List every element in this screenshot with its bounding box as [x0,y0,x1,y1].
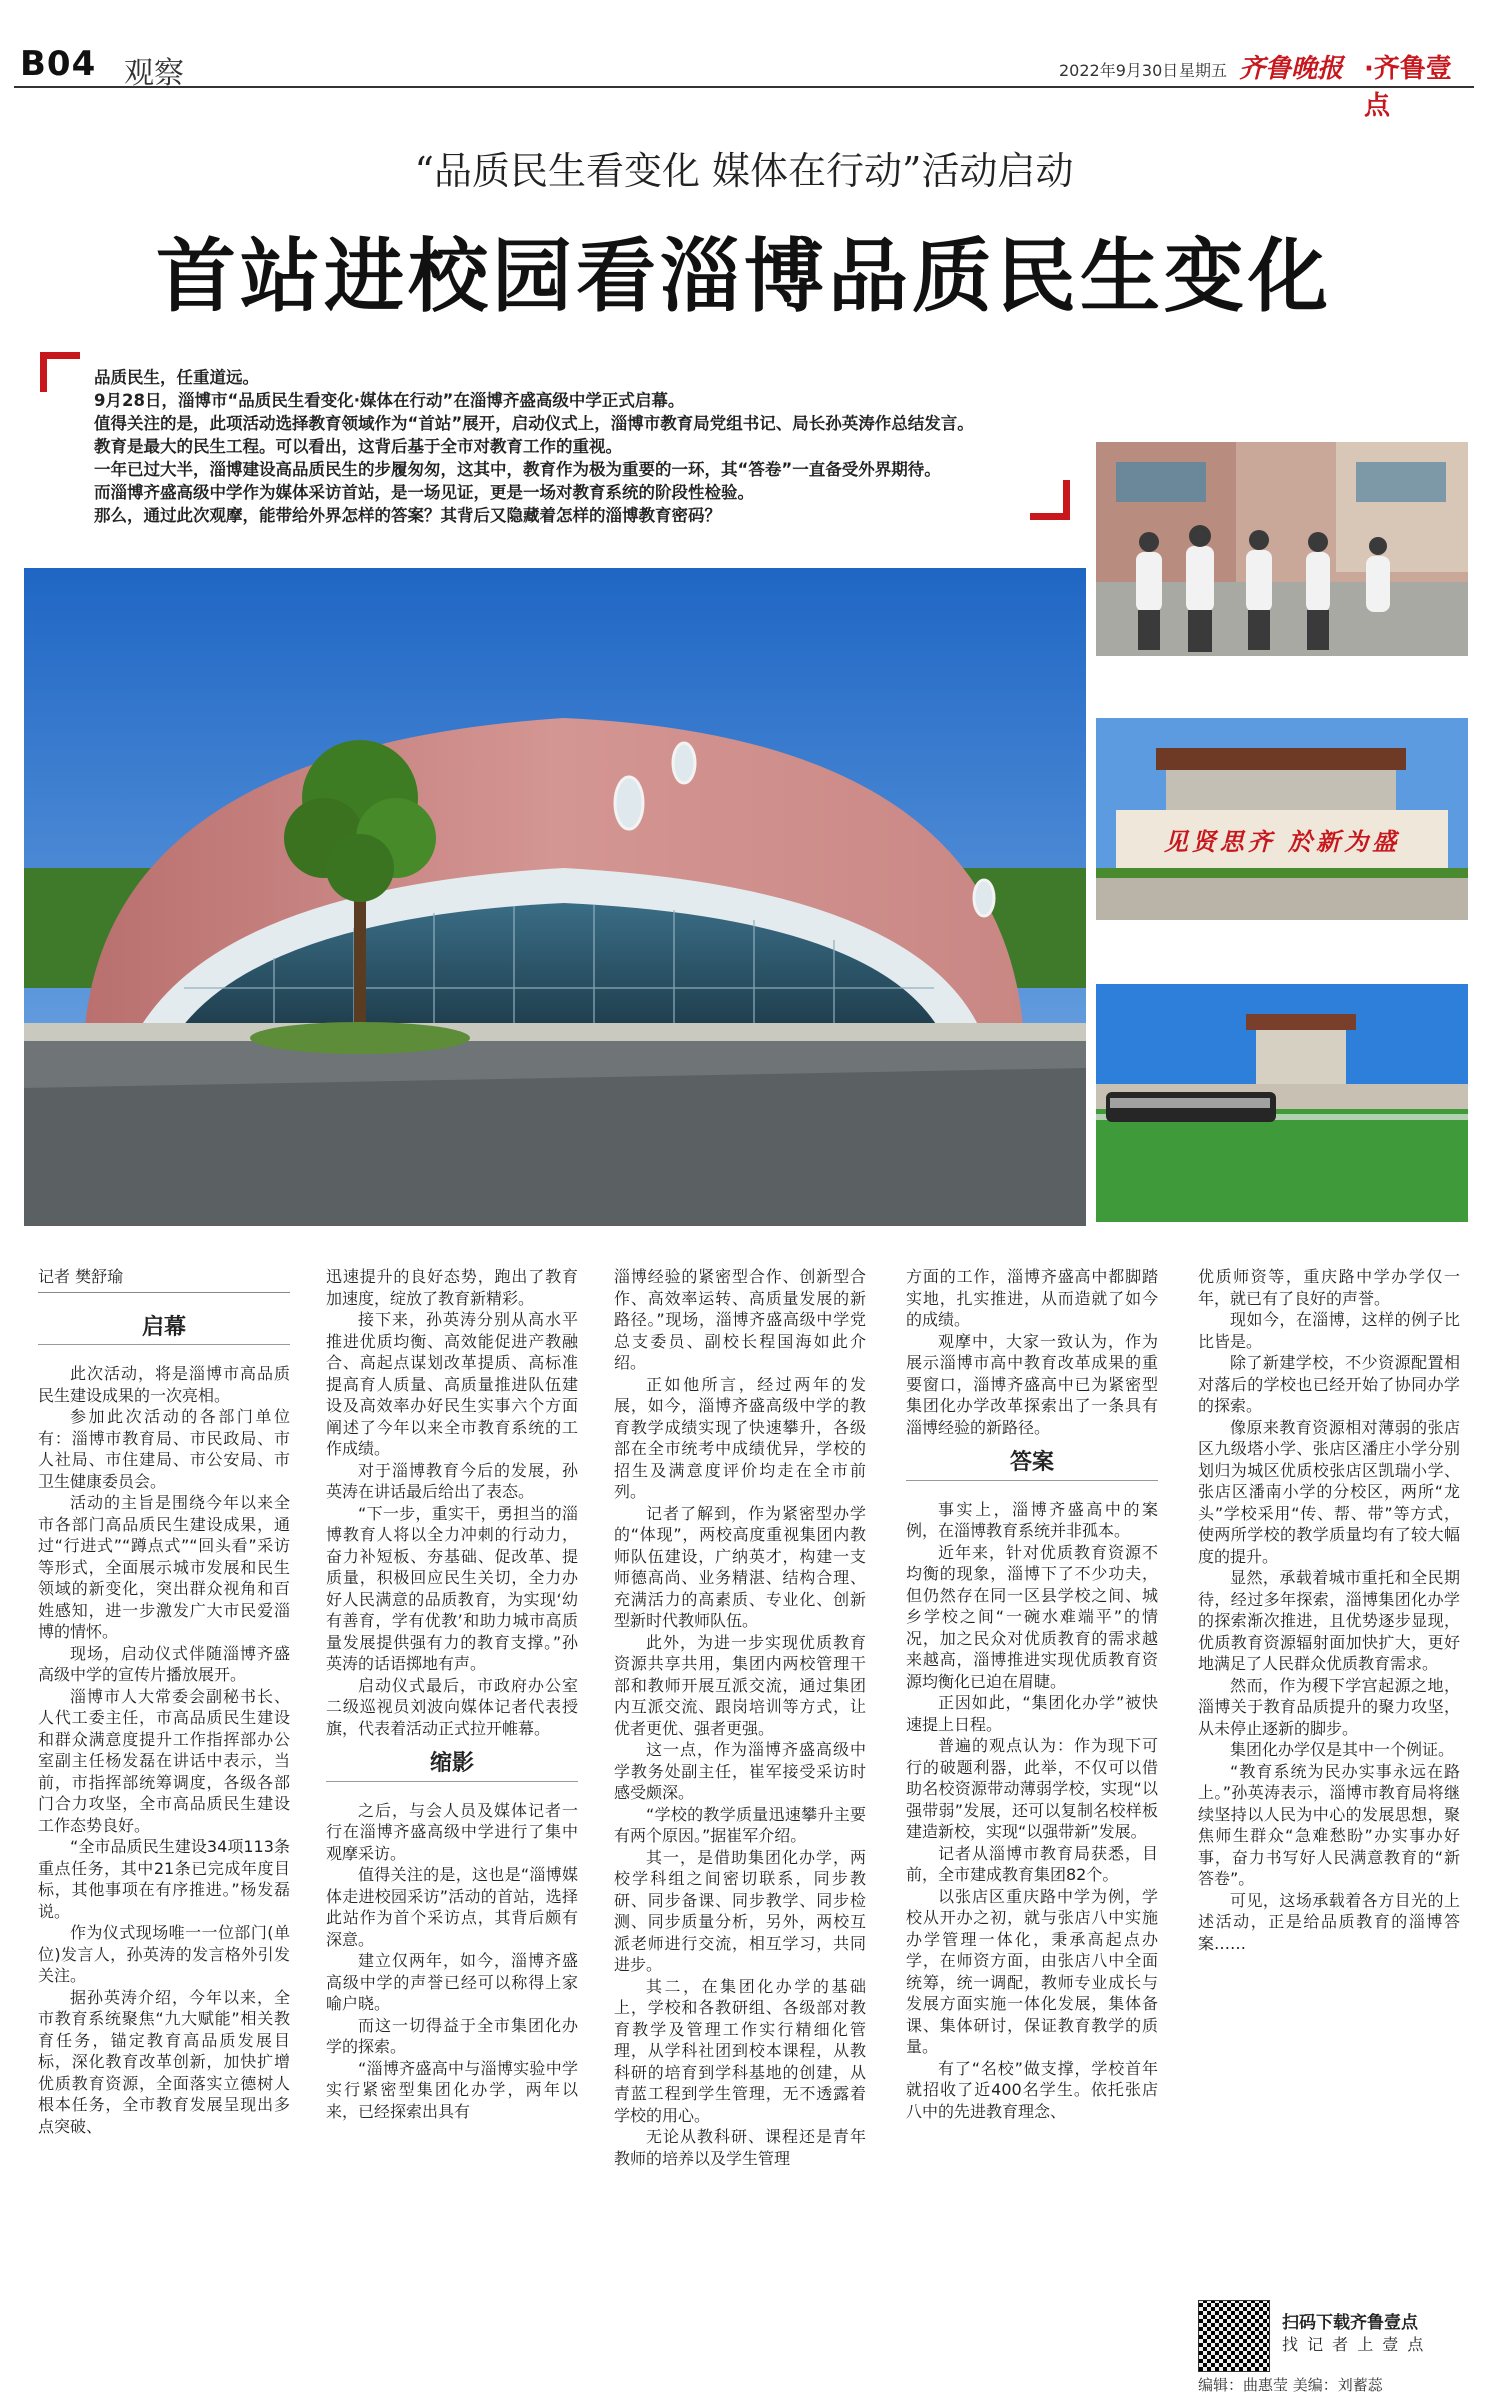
section-name: 观察 [124,56,184,91]
reporter-byline: 记者 樊舒瑜 [38,1266,290,1293]
intro-line: 而淄博齐盛高级中学作为媒体采访首站，是一场见证，更是一场对教育系统的阶段性检验。 [94,483,754,502]
paragraph: 之后，与会人员及媒体记者一行在淄博齐盛高级中学进行了集中观摩采访。 [326,1800,578,1863]
paragraph: 这一点，作为淄博齐盛高级中学教务处副主任，崔军接受采访时感受颇深。 [614,1740,866,1802]
page-number: B04 [20,44,97,84]
column-2 [326,1266,578,2122]
intro-line: 值得关注的是，此项活动选择教育领域作为“首站”展开，启动仪式上，淄博市教育局党组书记、局长孙英涛作总结发言。 [94,414,974,433]
section-heading-suoying: 缩影 [326,1753,578,1782]
paragraph: 据孙英涛介绍，今年以来，全市教育系统聚焦“九大赋能”相关教育任务，锚定教育高品质发展目标，深化教育改革创新，加快扩增优质教育资源，全面落实立德树人根本任务，全市教育发展呈现出多点突破、 [38,1987,290,2136]
paragraph: 正因如此，“集团化办学”被快速提上日程。 [906,1693,1158,1734]
side-photo-gate-banner [1096,718,1468,920]
intro-line: 那么，通过此次观摩，能带给外界怎样的答案？其背后又隐藏着怎样的淄博教育密码？ [94,506,721,525]
column-1 [38,1266,290,2137]
paragraph: 除了新建学校，不少资源配置相对落后的学校也已经开始了协同办学的探索。 [1198,1353,1460,1415]
paragraph: “全市品质民生建设34项113条重点任务，其中21条已完成年度目标，其他事项在有序推进。”杨发磊说。 [38,1837,290,1921]
column-3 [614,1266,866,2169]
editor-credit: 编辑：曲惠莹 美编：刘蓄蕊 [1198,2376,1383,2394]
paragraph: “下一步，重实干，勇担当的淄博教育人将以全力冲刺的行动力，奋力补短板、夯基础、促改革、提质量，积极回应民生关切，全力办好人民满意的品质教育，为实现‘幼有善育，学有优教’和助力城市高质量发展提供强有力的教育支撑。”孙英涛的话语掷地有声。 [326,1503,578,1673]
paragraph: 作为仪式现场唯一一位部门(单位)发言人，孙英涛的发言格外引发关注。 [38,1923,290,1985]
masthead [14,40,1474,121]
article-subtitle: “品质民生看变化 媒体在行动”活动启动 [414,149,1074,193]
paragraph: 记者了解到，作为紧密型办学的“体现”，两校高度重视集团内教师队伍建设，广纳英才，构建一支师德高尚、业务精湛、结构合理、充满活力的高素质、专业化、创新型新时代教师队伍。 [614,1503,866,1630]
paragraph: 启动仪式最后，市政府办公室二级巡视员刘波向媒体记者代表授旗，代表着活动正式拉开帷幕。 [326,1675,578,1738]
newspaper-logo: 齐鲁晚报 [1239,54,1344,84]
paragraph: “学校的教学质量迅速攀升主要有两个原因。”据崔军介绍。 [614,1804,866,1845]
qr-download-block [1198,2300,1460,2372]
intro-line: 9月28日，淄博市“品质民生看变化·媒体在行动”在淄博齐盛高级中学正式启幕。 [94,391,685,410]
paragraph: 值得关注的是，这也是“淄博媒体走进校园采访”活动的首站，选择此站作为首个采访点，其背后颇有深意。 [326,1865,578,1949]
intro-bracket-top-left [40,352,80,392]
section-heading-daan: 答案 [906,1452,1158,1481]
paragraph: 以张店区重庆路中学为例，学校从开办之初，就与张店八中实施办学管理一体化，秉承高起点办学，在师资方面，由张店八中全面统筹，统一调配，教师专业成长与发展方面实施一体化发展，集体备课、集体研讨，保证教育教学的质量。 [906,1886,1158,2056]
issue-date: 2022年9月30日 [1059,61,1179,80]
section-heading-qimu: 启幕 [38,1317,290,1346]
paragraph: 淄博市人大常委会副秘书长、人代工委主任，市高品质民生建设和群众满意度提升工作指挥部办公室副主任杨发磊在讲话中表示，当前，市指挥部统筹调度，各级各部门合力攻坚，全市高品质民生建设工作态势良好。 [38,1686,290,1835]
paragraph: 集团化办学仅是其中一个例证。 [1230,1740,1455,1759]
article-title: 首站进校园看淄博品质民生变化 [156,229,1332,323]
paragraph: 淄博经验的紧密型合作、创新型合作、高效率运转、高质量发展的新路径。”现场，淄博齐盛高级中学党总支委员、副校长程国海如此介绍。 [614,1267,866,1372]
paragraph: 普遍的观点认为：作为现下可行的破题利器，此举，不仅可以借助名校资源带动薄弱学校，实现“以强带弱”发展，还可以复制名校样板建造新校，实现“以强带新”发展。 [906,1736,1158,1841]
intro-line: 教育是最大的民生工程。可以看出，这背后基于全市对教育工作的重视。 [94,437,622,456]
paragraph: 参加此次活动的各部门单位有：淄博市教育局、市民政局、市人社局、市住建局、市公安局、市卫生健康委员会。 [38,1407,290,1491]
paragraph: 而这一切得益于全市集团化办学的探索。 [326,2015,578,2056]
paragraph: 正如他所言，经过两年的发展，如今，淄博齐盛高级中学的教育教学成绩实现了快速攀升，各级部在全市统考中成绩优异，学校的招生及满意度评价均走在全市前列。 [614,1374,866,1501]
intro-line: 品质民生，任重道远。 [94,368,259,387]
paragraph: 现如今，在淄博，这样的例子比比皆是。 [1198,1310,1460,1351]
column-4 [906,1266,1158,2122]
paragraph: 像原来教育资源相对薄弱的张店区九级塔小学、张店区潘庄小学分别划归为城区优质校张店区凯瑞小学、张店区潘南小学的分校区，两所“龙头”学校采用“传、帮、带”等方式，使两所学校的教学质量均有了较大幅度的提升。 [1198,1417,1460,1566]
paragraph: 此外，为进一步实现优质教育资源共享共用，集团内两校管理干部和教师开展互派交流，通过集团内互派交流、跟岗培训等方式，让优者更优、强者更强。 [614,1632,866,1738]
paragraph: 无论从教科研、课程还是青年教师的培养以及学生管理 [614,2127,866,2168]
paragraph: 有了“名校”做支撑，学校首年就招收了近400名学生。依托张店八中的先进教育理念、 [906,2058,1158,2121]
paragraph: 记者从淄博市教育局获悉，目前，全市建成教育集团82个。 [906,1843,1158,1884]
paragraph: “教育系统为民办实事永远在路上。”孙英涛表示，淄博市教育局将继续坚持以人民为中心的发展思想，聚焦师生群众“急难愁盼”办实事办好事，奋力书写好人民满意教育的“新答卷”。 [1198,1761,1460,1888]
paragraph: 观摩中，大家一致认为，作为展示淄博市高中教育改革成果的重要窗口，淄博齐盛高中已为紧密型集团化办学改革探索出了一条具有淄博经验的新路径。 [906,1331,1158,1437]
qr-code-icon[interactable] [1198,2300,1270,2372]
paragraph: “淄博齐盛高中与淄博实验中学实行紧密型集团化办学，两年以来，已经探索出具有 [326,2058,578,2121]
paragraph: 接下来，孙英涛分别从高水平推进优质均衡、高效能促进产教融合、高起点谋划改革提质、高标准提高育人质量、高质量推进队伍建设及高效率办好民生实事六个方面阐述了今年以来全市教育系统的工作成绩。 [326,1310,578,1458]
paragraph: 优质师资等，重庆路中学办学仅一年，就已有了良好的声誉。 [1198,1267,1460,1308]
paragraph: 然而，作为稷下学宫起源之地，淄博关于教育品质提升的聚力攻坚，从未停止逐新的脚步。 [1198,1675,1460,1738]
app-logo: ·齐鲁壹点 [1364,54,1452,121]
paragraph: 迅速提升的良好态势，跑出了教育加速度，绽放了教育新精彩。 [326,1267,578,1308]
paragraph: 对于淄博教育今后的发展，孙英涛在讲话最后给出了表态。 [326,1460,578,1501]
paragraph: 此次活动，将是淄博市高品质民生建设成果的一次亮相。 [38,1364,290,1405]
article-intro [94,366,1054,527]
column-5 [1198,1266,1460,1954]
paragraph: 其一，是借助集团化办学，两校学科组之间密切联系，同步教研、同步备课、同步教学、同步检测、同步质量分析，另外，两校互派老师进行交流，相互学习，共同进步。 [614,1847,866,1974]
paragraph: 方面的工作，淄博齐盛高中都脚踏实地，扎实推进，从而造就了如今的成绩。 [906,1267,1158,1329]
scan-subtitle: 找 记 者 上 壹 点 [1282,2335,1426,2354]
paragraph: 活动的主旨是围绕今年以来全市各部门高品质民生建设成果，通过“行进式”“蹲点式”“回头看”采访等形式，全面展示城市发展和民生领域的新变化，突出群众视角和百姓感知，进一步激发广大市民爱淄博的情怀。 [38,1493,290,1641]
intro-line: 一年已过大半，淄博建设高品质民生的步履匆匆，这其中，教育作为极为重要的一环，其“答卷”一直备受外界期待。 [94,460,941,479]
banner-text: 见贤思齐 於新为盛 [1163,827,1401,856]
side-photo-group-field [1096,984,1468,1222]
issue-weekday: 星期五 [1179,61,1228,80]
paragraph: 建立仅两年，如今，淄博齐盛高级中学的声誉已经可以称得上家喻户晓。 [326,1951,578,2013]
paragraph: 可见，这场承载着各方目光的上述活动，正是给品质教育的淄博答案…… [1198,1890,1460,1953]
paragraph: 事实上，淄博齐盛高中的案例，在淄博教育系统并非孤本。 [906,1499,1158,1540]
side-photo-delegation [1096,442,1468,656]
main-photo-school-building [24,568,1086,1226]
paragraph: 现场，启动仪式伴随淄博齐盛高级中学的宣传片播放展开。 [38,1643,290,1684]
paragraph: 近年来，针对优质教育资源不均衡的现象，淄博下了不少功夫，但仍然存在同一区县学校之间、城乡学校之间“一碗水难端平”的情况，加之民众对优质教育的需求越来越高，淄博推进实现优质教育资源均衡化已迫在眉睫。 [906,1542,1158,1691]
scan-title: 扫码下载齐鲁壹点 [1282,2313,1418,2333]
paragraph: 显然，承载着城市重托和全民期待，经过多年探索，淄博集团化办学的探索渐次推进，且优势逐步显现，优质教育资源辐射面加快扩大，更好地满足了人民群众优质教育需求。 [1198,1568,1460,1673]
paragraph: 其二，在集团化办学的基础上，学校和各教研组、各级部对教育教学及管理工作实行精细化管理，从学科社团到校本课程，从教科研的培育到学科基地的创建，从青蓝工程到学生管理，无不透露着学校的用心。 [614,1976,866,2125]
